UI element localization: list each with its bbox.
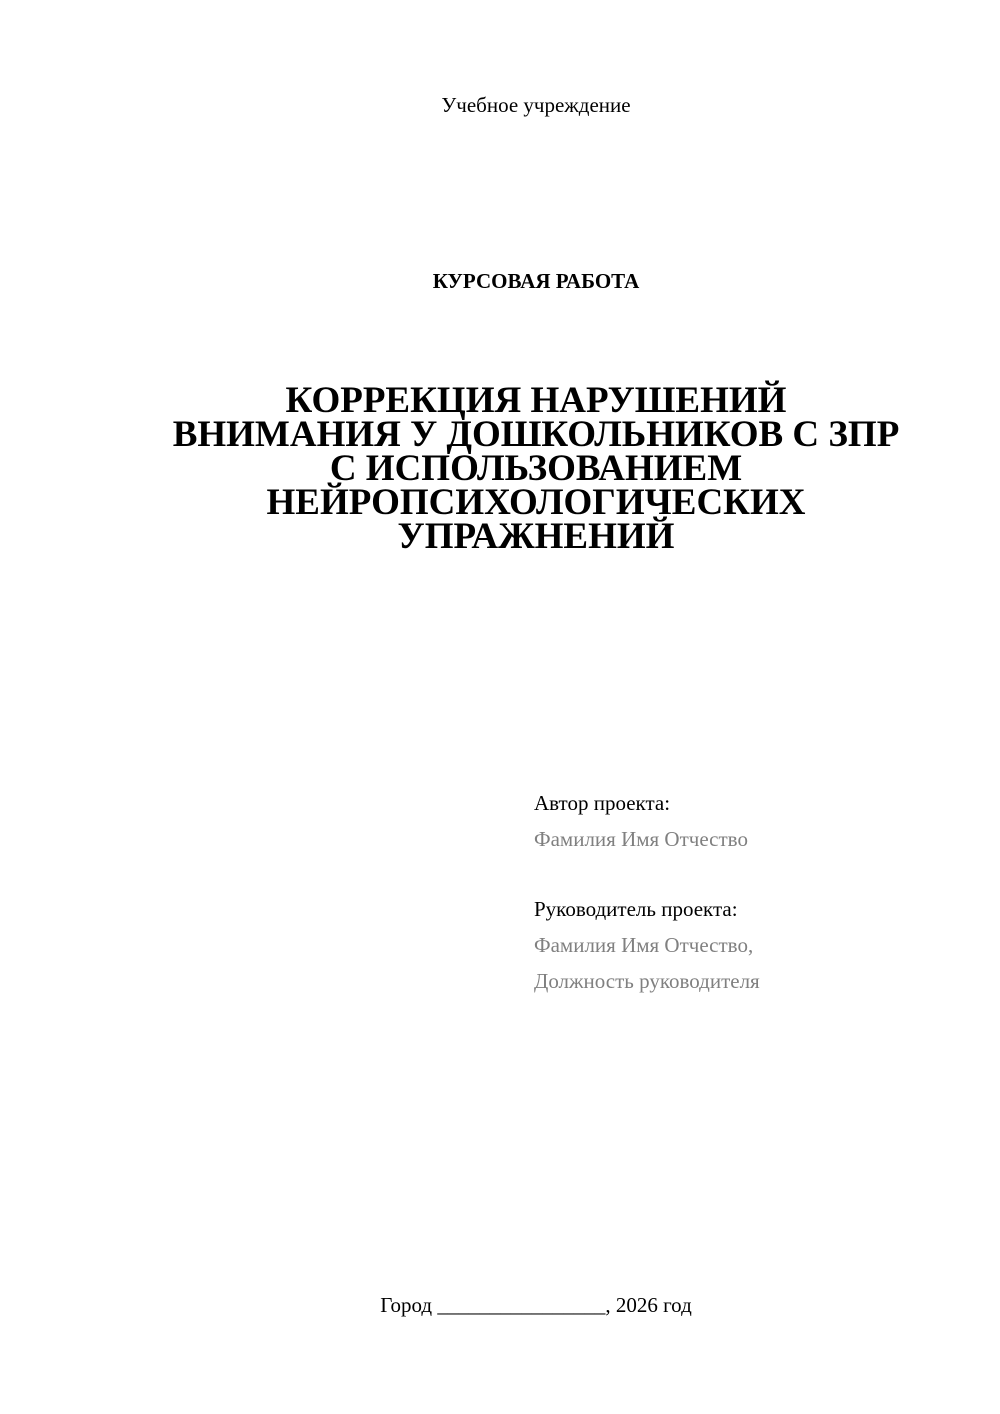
author-name: Фамилия Имя Отчество xyxy=(534,827,748,851)
title-line: ВНИМАНИЯ У ДОШКОЛЬНИКОВ С ЗПР xyxy=(172,414,900,455)
document-type: КУРСОВАЯ РАБОТА xyxy=(432,269,640,293)
title-line: НЕЙРОПСИХОЛОГИЧЕСКИХ xyxy=(266,482,806,523)
institution-name: Учебное учреждение xyxy=(441,93,631,117)
supervisor-position: Должность руководителя xyxy=(534,969,760,993)
title-line: КОРРЕКЦИЯ НАРУШЕНИЙ xyxy=(285,380,787,421)
document-title xyxy=(0,380,1000,557)
supervisor-label: Руководитель проекта: xyxy=(534,897,738,921)
author-label: Автор проекта: xyxy=(534,791,671,815)
title-line: УПРАЖНЕНИЙ xyxy=(397,516,675,557)
title-line: С ИСПОЛЬЗОВАНИЕМ xyxy=(329,448,743,489)
project-credits xyxy=(534,790,974,1004)
city-year-line: Город ________________, 2026 год xyxy=(380,1293,692,1317)
spacer xyxy=(534,862,974,896)
supervisor-name: Фамилия Имя Отчество, xyxy=(534,933,754,957)
